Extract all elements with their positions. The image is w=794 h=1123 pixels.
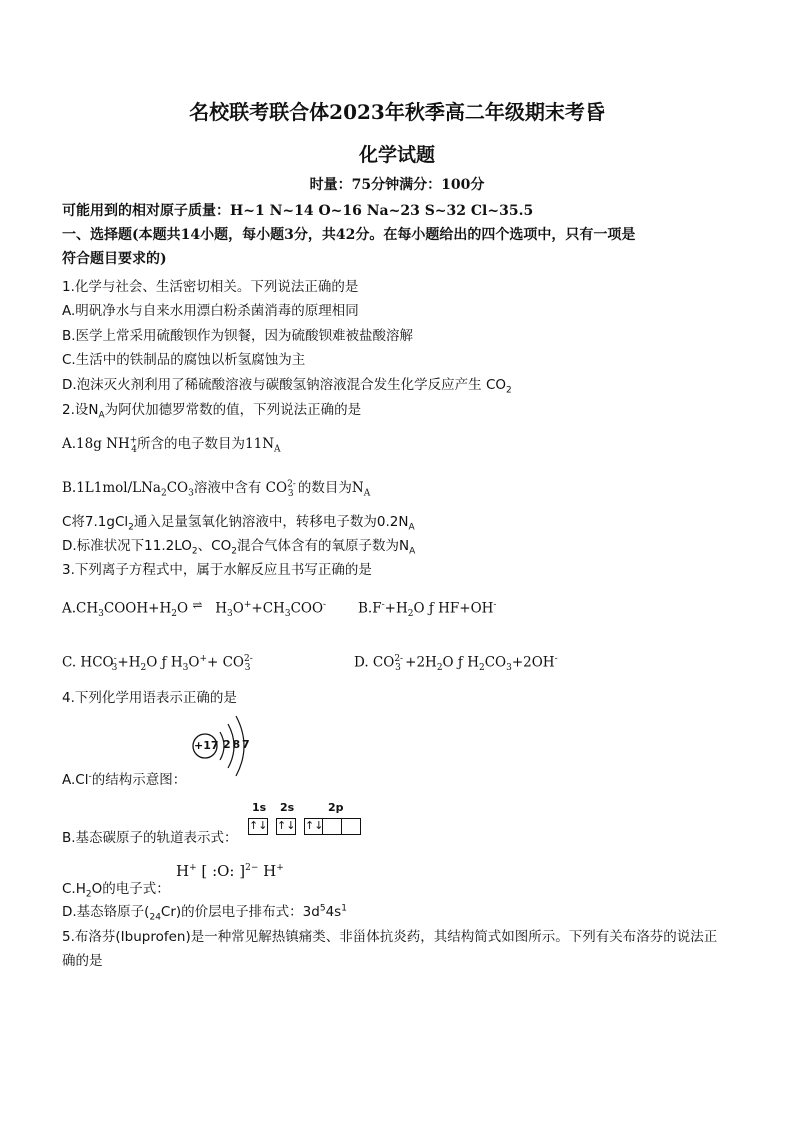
orbital-box-2s: ↑↓ (276, 818, 296, 835)
q2-b-mid2: 溶液中含有 (193, 480, 262, 496)
q3-c-sub3: 3 (182, 663, 189, 674)
q3-a-post: H (215, 600, 228, 617)
q2-b-co3: CO (265, 480, 288, 496)
equilibrium-arrow-icon: ⇌ (192, 597, 203, 612)
q3-option-a (62, 597, 327, 620)
q3-d-charge: 2- (394, 654, 404, 664)
q3-d-sub: 3 (395, 663, 401, 674)
q3-d-pre: D. CO (354, 654, 395, 671)
q3-c-plus: + (199, 654, 207, 664)
label-2p: 2p (328, 801, 344, 814)
q2-d-na-sub: A (409, 546, 416, 557)
e-bracket-left: [ (201, 862, 208, 880)
q3-b-pre: B.F (358, 600, 382, 617)
q3-option-b (358, 600, 496, 619)
q3-d-post2: +2OH (511, 654, 555, 671)
section-heading-line1: 一、选择题(本题共14小题，每小题3分，共42分。在每小题给出的四个选项中，只有一项是 (62, 227, 636, 243)
q2-a-pre: A.18g NH (62, 436, 130, 452)
q4-option-c (62, 877, 170, 900)
q4-d-sup2: 1 (341, 903, 347, 914)
q4-option-b: B.基态碳原子的轨道表示式： (62, 830, 238, 846)
q4-d-sup1: 5 (319, 903, 326, 914)
q1-d-co2 (485, 377, 512, 396)
q3-option-c (62, 654, 251, 673)
section-heading-line2: 符合题目要求的) (62, 251, 167, 267)
q3-c-charge: 2- (244, 654, 253, 664)
co2-text: CO (485, 377, 507, 393)
q2-stem-post: 为阿伏加德罗常数的值，下列说法正确的是 (104, 402, 362, 418)
q3-d-mid2: O ƒ H (442, 654, 479, 671)
q4-c-pre: C.H (62, 881, 86, 897)
q4-stem: 4.下列化学用语表示正确的是 (62, 690, 237, 706)
q3-d-sub3: 2 (478, 663, 485, 674)
q2-d-sub1: 2 (191, 546, 198, 557)
q4-d-mid2: 4s (325, 904, 342, 920)
atomic-masses: 可能用到的相对原子质量：H~1 N~14 O~16 Na~23 S~32 Cl~35.5 (62, 203, 534, 219)
q2-option-c (62, 510, 415, 533)
e-bracket-right: ] (239, 862, 246, 880)
q3-a-s3: 3 (227, 609, 233, 620)
orbital-box-2p-3 (341, 818, 361, 835)
e-h1-plus: + (189, 863, 197, 873)
q2-b-post: 的数目为N (297, 480, 364, 496)
q1-stem: 1.化学与社会、生活密切相关。下列说法正确的是 (62, 279, 359, 295)
q2-c-post: 通入足量氢氧化钠溶液中，转移电子数为0.2N (133, 514, 409, 530)
q4-option-a (62, 768, 186, 788)
q4-option-d (62, 900, 347, 923)
q2-a-sub: 4 (131, 444, 138, 455)
co2-sub: 2 (506, 385, 512, 396)
q2-a-na-sub: A (274, 444, 281, 455)
q3-d-mid: +2H (400, 654, 437, 671)
q3-c-pre: C. HCO (62, 654, 114, 671)
label-1s: 1s (252, 801, 267, 814)
q3-d-sub2: 2 (436, 663, 443, 674)
page-title: 名校联考联合体2023年秋季高二年级期末考昏 (189, 100, 605, 124)
q2-stem (62, 398, 361, 421)
q3-a-mid2: O (176, 600, 189, 617)
q3-b-minus: - (381, 600, 385, 610)
q2-d-post: 混合气体含有的氧原子数为N (236, 538, 410, 554)
q1-option-a: A.明矾净水与自来水用漂白粉杀菌消毒的原理相同 (62, 303, 359, 319)
q3-a-pre: A.CH (62, 600, 99, 617)
q4-a-post: 的结构示意图： (91, 772, 187, 788)
e-charge: 2− (245, 863, 259, 873)
na-symbol: N (88, 402, 99, 418)
q3-a-post4: COO (290, 600, 324, 617)
q3-c-post2: + CO (207, 654, 244, 671)
q4-d-mid: Cr)的价层电子排布式：3d (160, 904, 320, 920)
q3-c-minus: - (113, 654, 117, 664)
q3-a-post2: O (232, 600, 244, 617)
q2-b-sub2: 3 (188, 488, 194, 499)
q2-a-charge: + (129, 435, 138, 446)
q3-c-post: O (188, 654, 200, 671)
h2o-electron-formula (176, 862, 284, 880)
q2-b-co3-sub: 3 (287, 488, 294, 499)
q3-b-sub: 2 (407, 609, 414, 620)
exam-meta: 时量：75分钟满分：100分 (309, 177, 485, 193)
q1-option-d (62, 373, 512, 396)
q3-b-post: O ƒ HF+OH (413, 600, 494, 617)
q4-c-post: O的电子式： (91, 881, 170, 897)
q3-a-mid: COOH+H (103, 600, 172, 617)
na-sub: A (98, 410, 105, 421)
q2-c-sub: 2 (128, 522, 134, 533)
q3-c-mid2: O ƒ H (146, 654, 183, 671)
q2-b-pre: B.1L1mol/LNa (62, 480, 161, 496)
q3-c-sub4: 3 (244, 663, 251, 674)
q3-d-post: CO (484, 654, 507, 671)
q3-c-sub: 3 (111, 663, 118, 674)
q3-option-d (354, 654, 558, 673)
e-h1: H (176, 862, 190, 880)
q2-stem-pre: 2.设 (62, 402, 89, 418)
q2-option-d (62, 534, 415, 557)
q2-c-na-sub: A (408, 522, 415, 533)
orbital-box-2p-2 (322, 818, 342, 835)
nucleus-label: +17 (194, 739, 219, 752)
q2-d-mid: 、CO (197, 538, 232, 554)
q3-b-minus2: - (493, 600, 497, 610)
q5-stem-line1: 5.布洛芬(Ibuprofen)是一种常见解热镇痛类、非甾体抗炎药，其结构简式如图所示。下列有关布洛芬的说法正 (62, 929, 718, 945)
q3-stem: 3.下列离子方程式中，属于水解反应且书写正确的是 (62, 562, 372, 578)
q2-c-pre: C将7.1gCl (62, 514, 129, 530)
page-subtitle: 化学试题 (358, 144, 435, 166)
e-h2-plus: + (276, 863, 284, 873)
label-2s: 2s (280, 801, 295, 814)
q3-d-sub4: 3 (506, 663, 512, 674)
e-h2: H (263, 862, 277, 880)
q3-a-s2: 2 (171, 609, 177, 620)
q3-c-mid: +H (117, 654, 141, 671)
orbital-box-1s: ↑↓ (248, 818, 268, 835)
q4-a-pre: A.Cl (62, 772, 89, 788)
q5-stem-line2: 确的是 (62, 953, 103, 969)
q4-d-pre: D.基态铬原子( (62, 904, 150, 920)
q2-b-charge: 2- (287, 479, 296, 490)
q4-a-minus: - (88, 771, 92, 782)
q4-d-sub: 24 (149, 912, 161, 923)
q3-a-plus: + (243, 600, 252, 610)
q2-d-sub2: 2 (231, 546, 237, 557)
q1-option-b: B.医学上常采用硫酸钡作为钡餐，因为硫酸钡难被盐酸溶解 (62, 328, 414, 344)
q2-option-a (62, 432, 281, 455)
q3-a-s4: 3 (284, 609, 291, 620)
q3-a-s1: 3 (98, 609, 104, 620)
q1-d-text: D.泡沫灭火剂利用了稀硫酸溶液与碳酸氢钠溶液混合发生化学反应产生 (62, 377, 482, 393)
q2-d-pre: D.标准状况下11.2LO (62, 538, 192, 554)
q2-option-b (62, 476, 370, 499)
q3-a-minus: - (323, 600, 327, 610)
q3-c-sub2: 2 (140, 663, 147, 674)
q2-b-sub1: 2 (160, 488, 167, 499)
q2-b-na-sub: A (363, 488, 371, 499)
q3-b-mid: +H (384, 600, 408, 617)
q3-a-post3: +CH (251, 600, 285, 617)
q2-b-mid: CO (166, 480, 189, 496)
shell-electrons: 2 8 7 (223, 738, 249, 751)
e-oxygen: :O: (212, 862, 235, 880)
q4-c-sub: 2 (85, 889, 92, 900)
q3-d-minus: - (554, 654, 558, 664)
orbital-box-2p-1: ↑↓ (304, 818, 323, 835)
q1-option-c: C.生活中的铁制品的腐蚀以析氢腐蚀为主 (62, 352, 306, 368)
q2-a-post: 所含的电子数目为11N (137, 436, 275, 452)
